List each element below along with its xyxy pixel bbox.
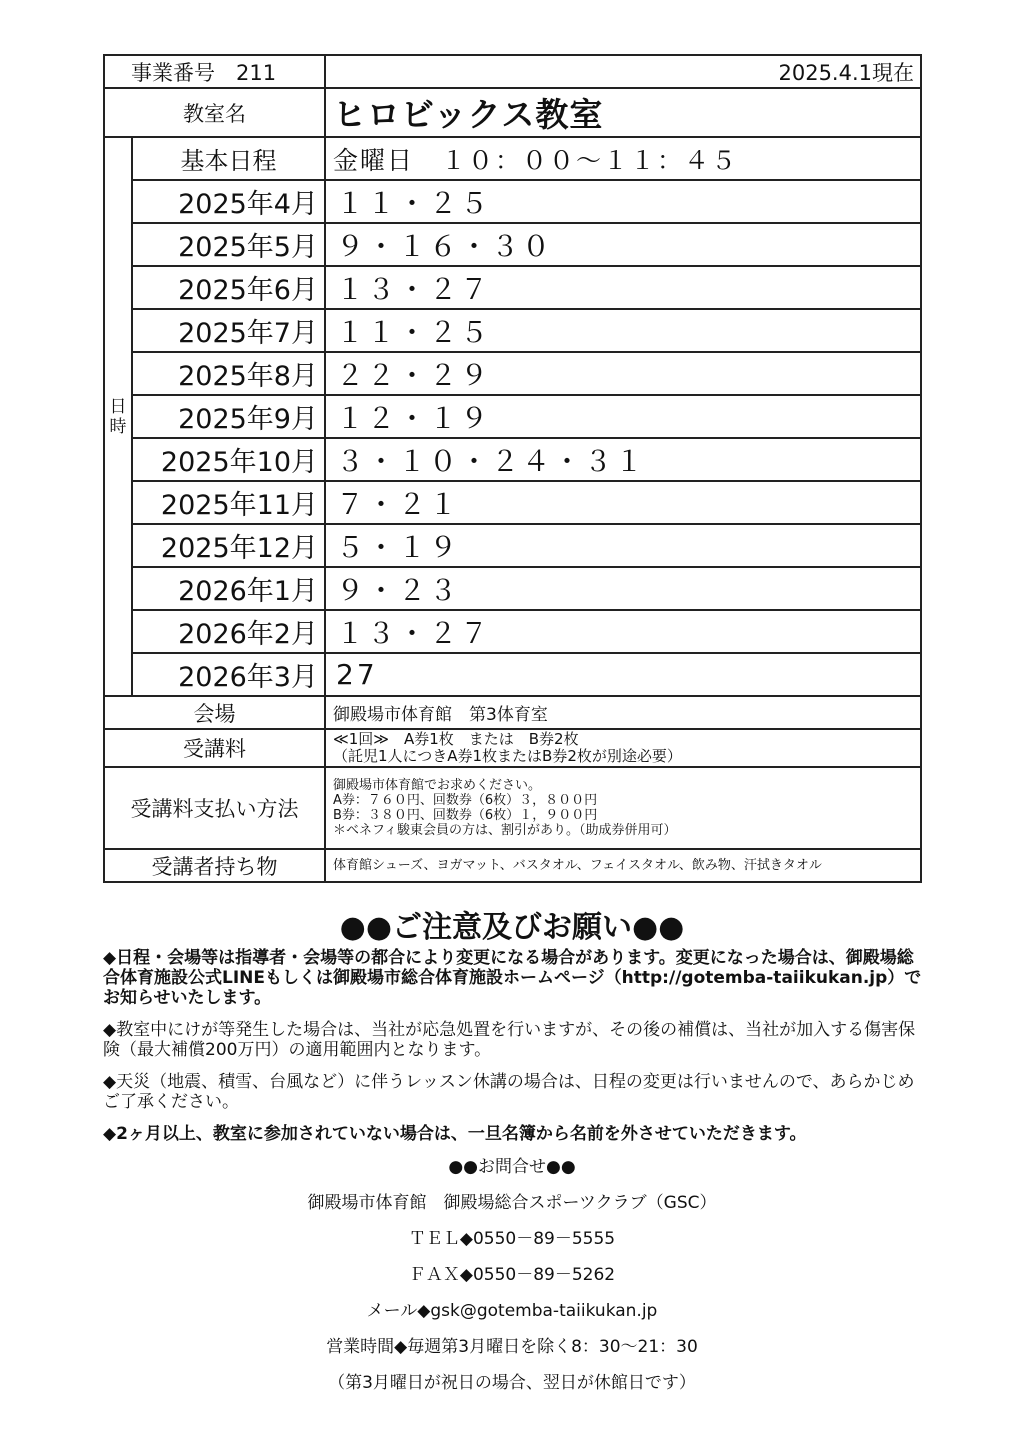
month-row bbox=[104, 610, 921, 653]
contact-hours: 営業時間◆毎週第3月曜日を除く8：30～21：30 bbox=[326, 1337, 698, 1357]
month-label: 2026年1月 bbox=[132, 567, 325, 610]
month-days: １２・１９ bbox=[325, 395, 921, 438]
contact-section bbox=[0, 1153, 1024, 1405]
month-days: ３・１０・２４・３１ bbox=[325, 438, 921, 481]
month-days: １１・２５ bbox=[325, 309, 921, 352]
month-row bbox=[104, 524, 921, 567]
fee-value bbox=[325, 729, 921, 767]
payment-line: 御殿場市体育館でお求めください。 bbox=[333, 778, 542, 793]
month-days: １３・２７ bbox=[325, 266, 921, 309]
month-days: ９・２３ bbox=[325, 567, 921, 610]
jigyo-number: 事業番号 211 bbox=[104, 55, 325, 88]
payment-label: 受講料支払い方法 bbox=[104, 767, 325, 849]
fee-line-1: ≪1回≫ A券1枚 または B券2枚 bbox=[333, 730, 579, 748]
notice-item: ◆天災（地震、積雪、台風など）に伴うレッスン休講の場合は、日程の変更は行いませんので、あらかじめご了承ください。 bbox=[103, 1072, 915, 1112]
notice-item: ◆2ヶ月以上、教室に参加されていない場合は、一旦名簿から名前を外させていただきます。 bbox=[103, 1124, 807, 1144]
month-days: １１・２５ bbox=[325, 180, 921, 223]
month-label: 2025年12月 bbox=[132, 524, 325, 567]
payment-line: A券：７６０円、回数券（6枚）３，８００円 bbox=[333, 793, 598, 808]
month-days: ９・１６・３０ bbox=[325, 223, 921, 266]
bring-label: 受講者持ち物 bbox=[104, 849, 325, 882]
side-label-2: 時 bbox=[109, 416, 127, 437]
fee-row bbox=[104, 729, 921, 767]
month-label: 2025年9月 bbox=[132, 395, 325, 438]
side-label-1: 日 bbox=[109, 396, 127, 417]
month-row bbox=[104, 653, 921, 696]
classroom-name: ヒロビックス教室 bbox=[325, 88, 921, 137]
month-label: 2025年11月 bbox=[132, 481, 325, 524]
month-row bbox=[104, 481, 921, 524]
month-row bbox=[104, 567, 921, 610]
payment-row bbox=[104, 767, 921, 849]
contact-note: （第3月曜日が祝日の場合、翌日が休館日です） bbox=[328, 1373, 696, 1393]
month-label: 2026年3月 bbox=[132, 653, 325, 696]
month-label: 2025年4月 bbox=[132, 180, 325, 223]
venue-label: 会場 bbox=[104, 696, 325, 729]
month-row bbox=[104, 395, 921, 438]
month-row bbox=[104, 223, 921, 266]
fee-label: 受講料 bbox=[104, 729, 325, 767]
bring-value: 体育館シューズ、ヨガマット、バスタオル、フェイスタオル、飲み物、汗拭きタオル bbox=[325, 849, 921, 882]
month-row bbox=[104, 352, 921, 395]
class-info-table bbox=[103, 54, 922, 883]
basic-schedule-label: 基本日程 bbox=[132, 137, 325, 180]
basic-schedule-value: 金曜日 １０：００～１１：４５ bbox=[325, 137, 921, 180]
contact-tel: ＴＥＬ◆0550－89－5555 bbox=[408, 1229, 616, 1249]
as-of-date: 2025.4.1現在 bbox=[325, 55, 921, 88]
month-row bbox=[104, 266, 921, 309]
contact-fax: ＦＡＸ◆0550－89－5262 bbox=[408, 1265, 616, 1285]
notice-title: ●●ご注意及びお願い●● bbox=[339, 910, 685, 945]
month-row bbox=[104, 180, 921, 223]
fee-line-2: （託児1人につきA券1枚またはB券2枚が別途必要） bbox=[333, 747, 682, 765]
month-days: ７・２１ bbox=[325, 481, 921, 524]
month-label: 2025年10月 bbox=[132, 438, 325, 481]
month-label: 2025年8月 bbox=[132, 352, 325, 395]
month-label: 2025年7月 bbox=[132, 309, 325, 352]
classroom-label: 教室名 bbox=[104, 88, 325, 137]
notice-list bbox=[103, 948, 923, 1156]
payment-line: ＊ベネフィ駿東会員の方は、割引があり。（助成券併用可） bbox=[333, 823, 677, 838]
bring-row bbox=[104, 849, 921, 882]
month-row bbox=[104, 438, 921, 481]
month-days: 27 bbox=[325, 653, 921, 696]
venue-value: 御殿場市体育館 第3体育室 bbox=[325, 696, 921, 729]
month-days: １３・２７ bbox=[325, 610, 921, 653]
month-label: 2025年5月 bbox=[132, 223, 325, 266]
notice-item: ◆教室中にけが等発生した場合は、当社が応急処置を行いますが、その後の補償は、当社が加入する傷害保険（最大補償200万円）の適用範囲内となります。 bbox=[103, 1020, 916, 1060]
month-days: ２２・２９ bbox=[325, 352, 921, 395]
contact-mail: メール◆gsk@gotemba-taiikukan.jp bbox=[366, 1301, 658, 1321]
month-label: 2025年6月 bbox=[132, 266, 325, 309]
basic-schedule-row bbox=[104, 137, 921, 180]
month-label: 2026年2月 bbox=[132, 610, 325, 653]
header-row bbox=[104, 55, 921, 88]
venue-row bbox=[104, 696, 921, 729]
month-row bbox=[104, 309, 921, 352]
notice-item: ◆日程・会場等は指導者・会場等の都合により変更になる場合があります。変更になった場合は、御殿場総合体育施設公式LINEもしくは御殿場市総合体育施設ホームページ（http://gotemba-taiikukan.jp）でお知らせいたします。 bbox=[103, 948, 922, 1008]
payment-value bbox=[325, 767, 921, 849]
month-days: ５・１９ bbox=[325, 524, 921, 567]
contact-heading: ●●お問合せ●● bbox=[448, 1157, 576, 1177]
classroom-row bbox=[104, 88, 921, 137]
schedule-side-label bbox=[104, 137, 132, 696]
contact-org: 御殿場市体育館 御殿場総合スポーツクラブ（GSC） bbox=[307, 1193, 717, 1213]
payment-line: B券：３８０円、回数券（6枚）１，９００円 bbox=[333, 808, 598, 823]
